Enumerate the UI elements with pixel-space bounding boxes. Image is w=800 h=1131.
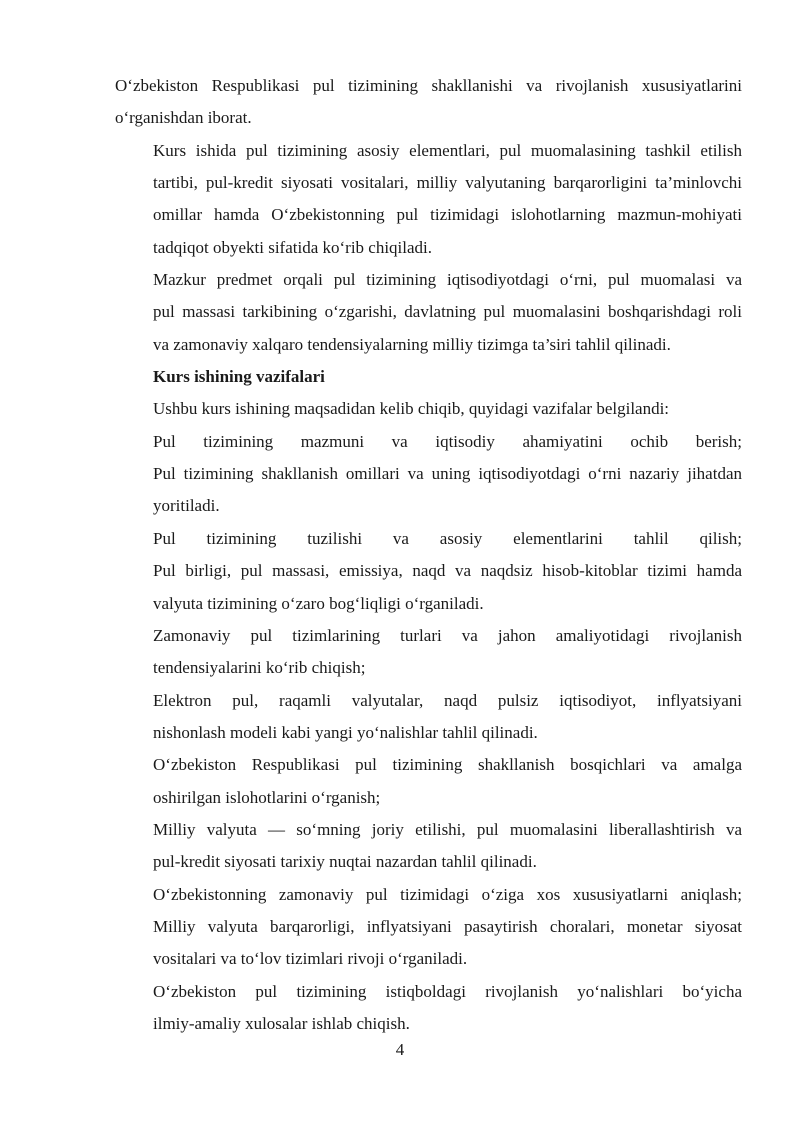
text-line: tartibi, pul-kredit siyosati vositalari, milliy valyutaning barqarorligini ta’minlovchi bbox=[153, 173, 742, 193]
text-line: pul-kredit siyosati tarixiy nuqtai nazardan tahlil qilinadi. bbox=[153, 852, 537, 872]
text-line: valyuta tizimining o‘zaro bog‘liqligi o‘rganiladi. bbox=[153, 593, 484, 613]
text-line: Zamonaviy pul tizimlarining turlari va jahon amaliyotidagi rivojlanish bbox=[153, 625, 742, 645]
text-line: tadqiqot obyekti sifatida ko‘rib chiqiladi. bbox=[153, 237, 433, 257]
paragraph bbox=[115, 976, 742, 1041]
paragraph bbox=[115, 135, 742, 264]
text-line: O‘zbekiston Respublikasi pul tizimining shakllanish bosqichlari va amalga bbox=[153, 755, 742, 775]
text-line: pul massasi tarkibining o‘zgarishi, davlatning pul muomalasini boshqarishdagi roli bbox=[153, 302, 742, 322]
text-line: vositalari va to‘lov tizimlari rivoji o‘rganiladi. bbox=[153, 949, 468, 969]
paragraph bbox=[115, 685, 742, 750]
paragraph bbox=[115, 879, 742, 976]
text-line: Ushbu kurs ishining maqsadidan kelib chiqib, quyidagi vazifalar belgilandi: bbox=[153, 399, 670, 419]
paragraph bbox=[115, 393, 742, 425]
text-line: Pul tizimining mazmuni va iqtisodiy ahamiyatini ochib berish; bbox=[153, 431, 742, 451]
paragraph bbox=[115, 814, 742, 879]
text-line: Milliy valyuta barqarorligi, inflyatsiyani pasaytirish choralari, monetar siyosat bbox=[153, 916, 742, 936]
text-line: omillar hamda O‘zbekistonning pul tizimidagi islohotlarning mazmun-mohiyati bbox=[153, 205, 742, 225]
text-line: oshirilgan islohotlarini o‘rganish; bbox=[153, 787, 381, 807]
paragraph bbox=[115, 70, 742, 135]
text-line: tendensiyalarini ko‘rib chiqish; bbox=[153, 658, 366, 678]
text-line: Pul birligi, pul massasi, emissiya, naqd va naqdsiz hisob-kitoblar tizimi hamda bbox=[153, 561, 742, 581]
text-line: yoritiladi. bbox=[153, 496, 220, 516]
paragraph bbox=[115, 523, 742, 620]
text-line: va zamonaviy xalqaro tendensiyalarning milliy tizimga ta’siri tahlil qilinadi. bbox=[153, 334, 671, 354]
text-line: O‘zbekiston Respublikasi pul tizimining shakllanishi va rivojlanish xususiyatlarini bbox=[115, 76, 742, 95]
paragraph bbox=[115, 620, 742, 685]
text-line: Elektron pul, raqamli valyutalar, naqd pulsiz iqtisodiyot, inflyatsiyani bbox=[153, 690, 742, 710]
text-line: Pul tizimining tuzilishi va asosiy elementlarini tahlil qilish; bbox=[153, 528, 742, 548]
text-line: Kurs ishida pul tizimining asosiy elementlari, pul muomalasining tashkil etilish bbox=[153, 140, 742, 160]
text-line: Milliy valyuta — so‘mning joriy etilishi, pul muomalasini liberallashtirish va bbox=[153, 819, 742, 839]
section-heading: Kurs ishining vazifalari bbox=[153, 367, 325, 387]
body-text bbox=[115, 70, 742, 1040]
text-line: Mazkur predmet orqali pul tizimining iqtisodiyotdagi o‘rni, pul muomalasi va bbox=[153, 270, 742, 290]
text-line: O‘zbekiston pul tizimining istiqboldagi rivojlanish yo‘nalishlari bo‘yicha bbox=[153, 981, 742, 1001]
page-number: 4 bbox=[395, 1040, 405, 1059]
paragraph bbox=[115, 749, 742, 814]
text-line: o‘rganishdan iborat. bbox=[115, 108, 252, 128]
paragraph bbox=[115, 264, 742, 361]
text-line: nishonlash modeli kabi yangi yo‘nalishlar tahlil qilinadi. bbox=[153, 722, 538, 742]
text-line: ilmiy-amaliy xulosalar ishlab chiqish. bbox=[153, 1013, 410, 1033]
paragraph bbox=[115, 426, 742, 523]
text-line: Pul tizimining shakllanish omillari va uning iqtisodiyotdagi o‘rni nazariy jihatdan bbox=[153, 464, 742, 484]
text-line: O‘zbekistonning zamonaviy pul tizimidagi o‘ziga xos xususiyatlarni aniqlash; bbox=[153, 884, 742, 904]
